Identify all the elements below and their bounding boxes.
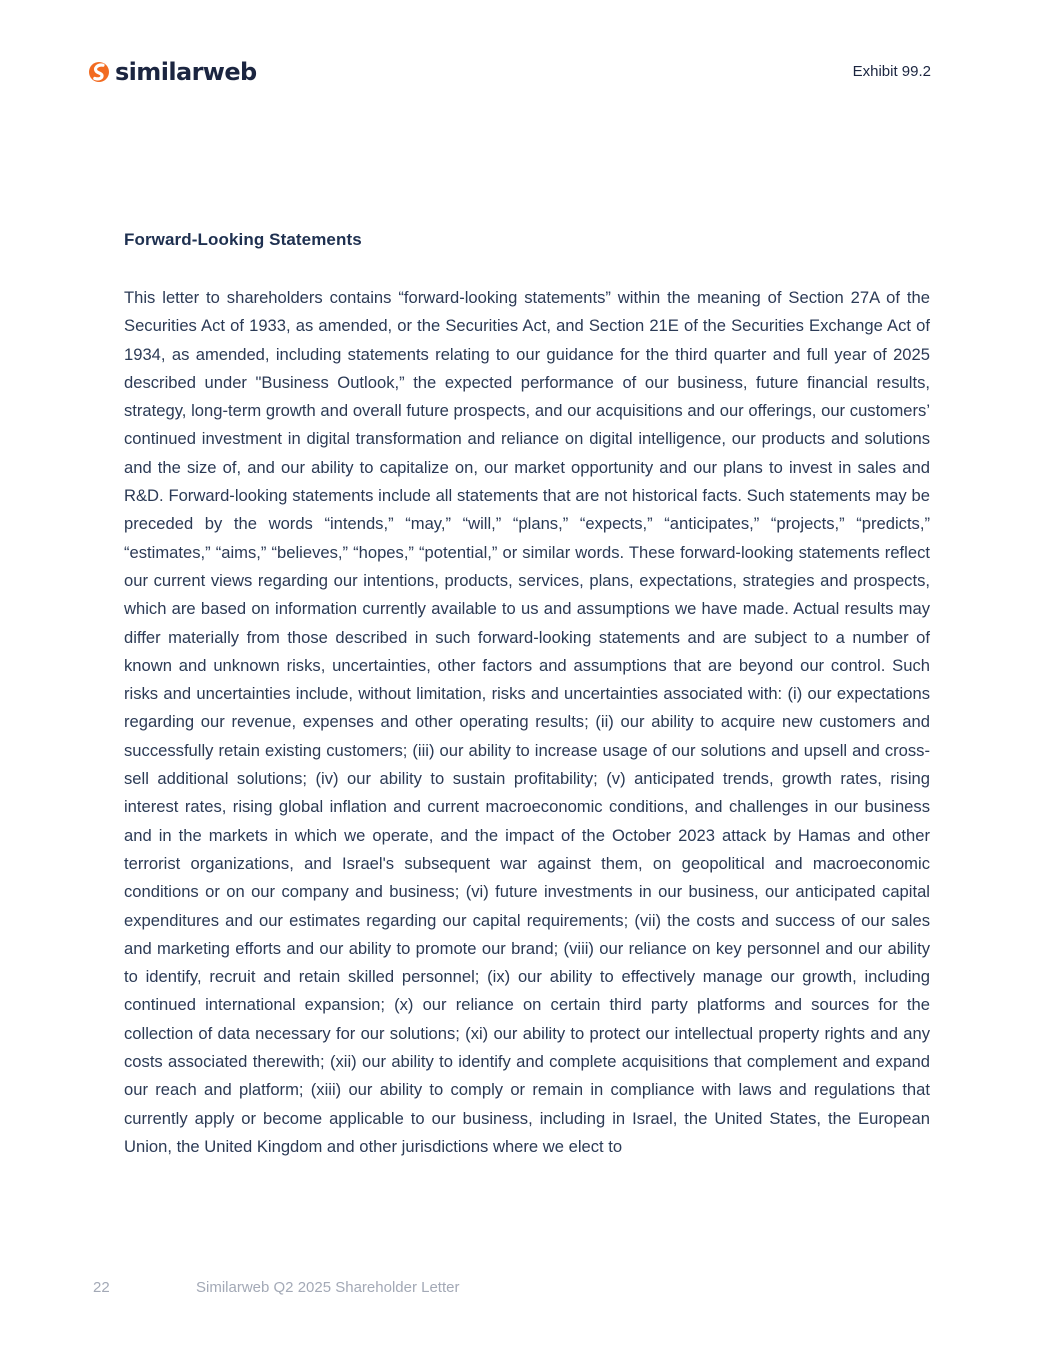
exhibit-label: Exhibit 99.2 [852,63,931,80]
footer-document-title: Similarweb Q2 2025 Shareholder Letter [196,1279,460,1296]
similarweb-swoosh-icon [88,61,110,83]
forward-looking-paragraph: This letter to shareholders contains “forward-looking statements” within the meaning of Section 27A of the Securities Act of 1933, as amended, or the Securities Act, and Section 21E of the Securities Exchange Act of 1934, as amended, including statements relating to our guidance for the third quarter and full year of 2025 described under "Business Outlook,” the expected performance of our business, future financial results, strategy, long-term growth and overall future prospects, and our acquisitions and our offerings, our customers’ continued investment in digital transformation and reliance on digital intelligence, our products and solutions and the size of, and our ability to capitalize on, our market opportunity and our plans to invest in sales and R&D. Forward-looking statements include all statements that are not historical facts. Such statements may be preceded by the words “intends,” “may,” “will,” “plans,” “expects,” “anticipates,” “projects,” “predicts,” “estimates,” “aims,” “believes,” “hopes,” “potential,” or similar words. These forward-looking statements reflect our current views regarding our intentions, products, services, plans, expectations, strategies and prospects, which are based on information currently available to us and assumptions we have made. Actual results may differ materially from those described in such forward-looking statements and are subject to a number of known and unknown risks, uncertainties, other factors and assumptions that are beyond our control. Such risks and uncertainties include, without limitation, risks and uncertainties associated with: (i) our expectations regarding our revenue, expenses and other operating results; (ii) our ability to acquire new customers and successfully retain existing customers; (iii) our ability to increase usage of our solutions and upsell and cross-sell additional solutions; (iv) our ability to sustain profitability; (v) anticipated trends, growth rates, rising interest rates, rising global inflation and current macroeconomic conditions, and challenges in our business and in the markets in which we operate, and the impact of the October 2023 attack by Hamas and other terrorist organizations, and Israel's subsequent war against them, on geopolitical and macroeconomic conditions or on our company and business; (vi) future investments in our business, our anticipated capital expenditures and our estimates regarding our capital requirements; (vii) the costs and success of our sales and marketing efforts and our ability to promote our brand; (viii) our reliance on key personnel and our ability to identify, recruit and retain skilled personnel; (ix) our ability to effectively manage our growth, including continued international expansion; (x) our reliance on certain third party platforms and sources for the collection of data necessary for our solutions; (xi) our ability to protect our intellectual property rights and any costs associated therewith; (xii) our ability to identify and complete acquisitions that complement and expand our reach and platform; (xiii) our ability to comply or remain in compliance with laws and regulations that currently apply or become applicable to our business, including in Israel, the United States, the European Union, the United Kingdom and other jurisdictions where we elect to [124,288,930,1156]
section-title: Forward-Looking Statements [124,230,362,249]
page-number: 22 [93,1279,110,1296]
brand-logo [88,58,257,86]
brand-name: similarweb [115,58,257,86]
